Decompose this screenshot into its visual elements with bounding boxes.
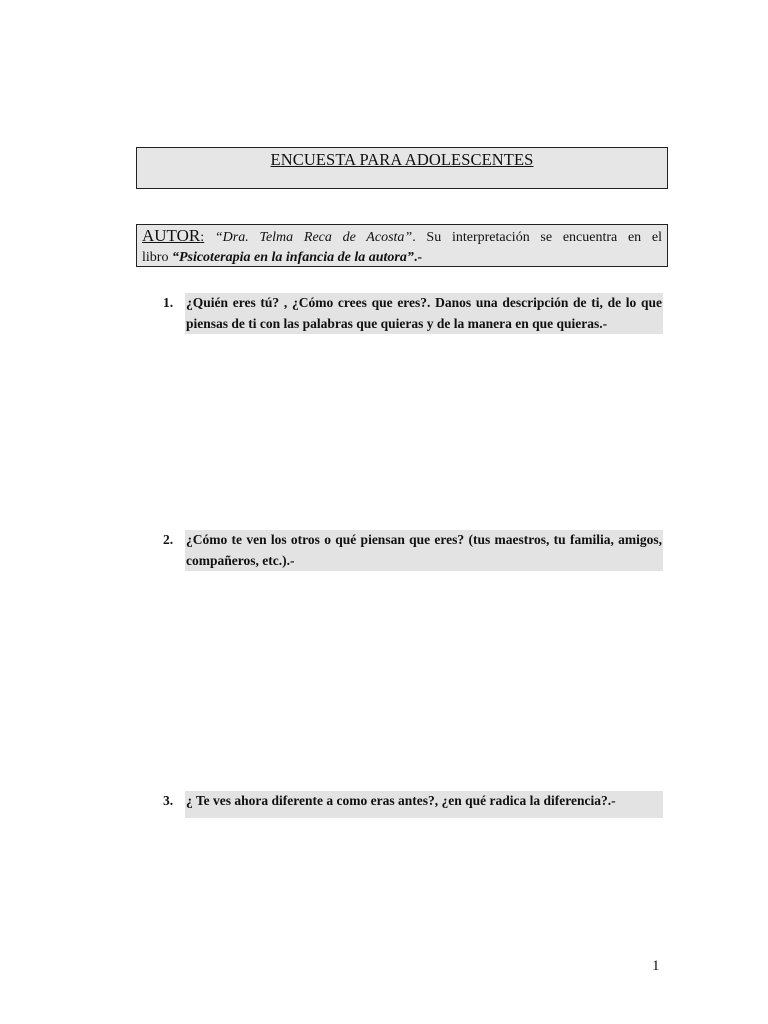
author-text-libro: libro	[142, 250, 172, 265]
author-text: . Su interpretación se encuentra en el	[412, 230, 663, 245]
author-label: AUTOR	[142, 226, 201, 245]
question-1	[163, 293, 663, 334]
question-text: ¿Quién eres tú? , ¿Cómo crees que eres?. Danos una descripción de ti, de lo que piensas de ti con las palabras que quieras y de la manera en que quieras.-	[185, 293, 663, 334]
author-line-1	[142, 226, 662, 248]
question-number: 2.	[163, 532, 174, 547]
author-name: “Dra. Telma Reca de Acosta”	[214, 230, 413, 245]
question-3	[163, 791, 663, 818]
author-box	[136, 224, 668, 267]
page-number: 1	[652, 958, 660, 974]
question-number: 1.	[163, 295, 174, 310]
author-ending: .-	[413, 250, 423, 265]
document-title: ENCUESTA PARA ADOLESCENTES	[270, 150, 534, 169]
book-title: “Psicoterapia en la infancia de la autora”	[171, 250, 414, 265]
question-text: ¿ Te ves ahora diferente a como eras antes?, ¿en qué radica la diferencia?.-	[185, 791, 663, 818]
author-line-2	[142, 248, 662, 268]
author-colon: :	[200, 230, 205, 245]
question-2	[163, 530, 663, 571]
question-number: 3.	[163, 793, 174, 808]
title-box	[136, 147, 668, 189]
question-text: ¿Cómo te ven los otros o qué piensan que eres? (tus maestros, tu familia, amigos, compañeros, etc.).-	[185, 530, 663, 571]
